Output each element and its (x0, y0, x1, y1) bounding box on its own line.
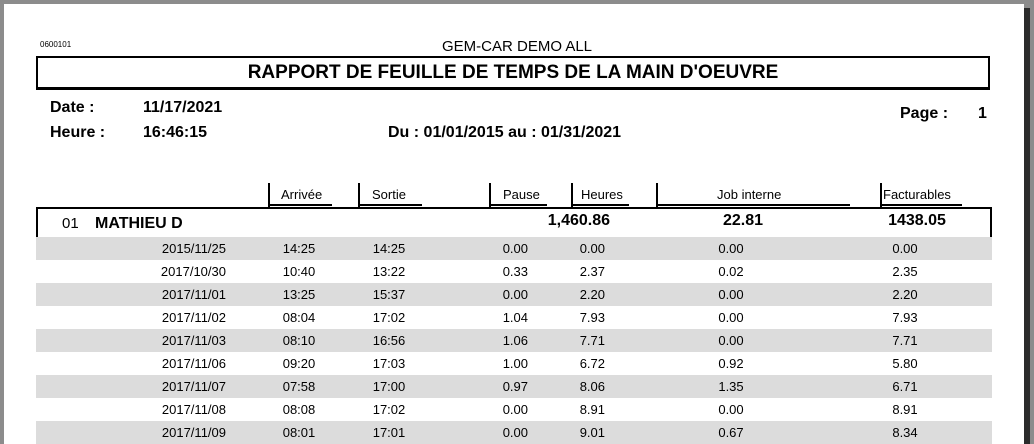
cell-facturables: 8.91 (892, 402, 918, 417)
cell-pause: 0.33 (502, 264, 528, 279)
table-row (36, 283, 992, 306)
cell-date: 2017/11/01 (161, 287, 226, 302)
cell-arrivee: 10:40 (282, 264, 316, 279)
employee-name: MATHIEU D (95, 215, 183, 232)
cell-facturables: 7.71 (892, 333, 918, 348)
cell-sortie: 14:25 (372, 241, 406, 256)
employee-number: 01 (62, 215, 79, 232)
cell-job-interne: 0.02 (718, 264, 744, 279)
cell-sortie: 16:56 (372, 333, 406, 348)
cell-pause: 0.00 (502, 402, 528, 417)
col-header-pause: Pause (489, 187, 547, 202)
cell-job-interne: 0.92 (718, 356, 744, 371)
col-header-job-interne: Job interne (656, 187, 850, 202)
date-value: 11/17/2021 (143, 99, 223, 116)
table-row (36, 421, 992, 444)
cell-date: 2017/11/07 (161, 379, 226, 394)
cell-heures: 9.01 (579, 425, 605, 440)
cell-date: 2017/11/06 (161, 356, 226, 371)
employee-total-heures: 1,460.86 (547, 212, 610, 229)
cell-heures: 7.71 (579, 333, 605, 348)
cell-job-interne: 0.00 (718, 310, 744, 325)
cell-sortie: 17:03 (372, 356, 406, 371)
table-row (36, 306, 992, 329)
cell-date: 2017/11/03 (161, 333, 226, 348)
date-label: Date : (50, 99, 95, 116)
cell-date: 2015/11/25 (161, 241, 226, 256)
cell-pause: 0.00 (502, 425, 528, 440)
company-name: GEM-CAR DEMO ALL (441, 38, 593, 55)
table-row (36, 329, 992, 352)
cell-heures: 8.91 (579, 402, 605, 417)
cell-pause: 1.00 (502, 356, 528, 371)
cell-job-interne: 0.00 (718, 402, 744, 417)
employee-total-facturables: 1438.05 (888, 212, 946, 229)
cell-sortie: 17:02 (372, 402, 406, 417)
cell-job-interne: 0.00 (718, 241, 744, 256)
cell-arrivee: 13:25 (282, 287, 316, 302)
report-title-box (36, 56, 990, 90)
time-label: Heure : (50, 124, 106, 141)
cell-heures: 6.72 (579, 356, 605, 371)
employee-total-job-interne: 22.81 (722, 212, 764, 229)
cell-sortie: 17:01 (372, 425, 406, 440)
cell-job-interne: 1.35 (718, 379, 744, 394)
page-number: 1 (978, 105, 987, 122)
cell-sortie: 15:37 (372, 287, 406, 302)
cell-sortie: 17:00 (372, 379, 406, 394)
cell-heures: 7.93 (579, 310, 605, 325)
cell-date: 2017/11/09 (161, 425, 226, 440)
table-row (36, 260, 992, 283)
cell-arrivee: 08:08 (282, 402, 316, 417)
period-range: Du : 01/01/2015 au : 01/31/2021 (388, 124, 622, 141)
cell-facturables: 2.20 (892, 287, 918, 302)
cell-arrivee: 07:58 (282, 379, 316, 394)
cell-heures: 2.20 (579, 287, 605, 302)
cell-pause: 0.00 (502, 241, 528, 256)
cell-pause: 1.04 (502, 310, 528, 325)
cell-arrivee: 09:20 (282, 356, 316, 371)
cell-job-interne: 0.00 (718, 333, 744, 348)
table-row (36, 375, 992, 398)
cell-pause: 1.06 (502, 333, 528, 348)
employee-group-header (36, 207, 992, 239)
report-code: 0600101 (40, 40, 72, 49)
page-shadow (1024, 8, 1030, 444)
cell-sortie: 13:22 (372, 264, 406, 279)
cell-facturables: 6.71 (892, 379, 918, 394)
cell-arrivee: 08:01 (282, 425, 316, 440)
cell-pause: 0.00 (502, 287, 528, 302)
report-title: RAPPORT DE FEUILLE DE TEMPS DE LA MAIN D'OEUVRE (247, 62, 779, 83)
cell-facturables: 7.93 (892, 310, 918, 325)
cell-date: 2017/11/08 (161, 402, 226, 417)
cell-arrivee: 14:25 (282, 241, 316, 256)
table-row (36, 237, 992, 260)
page-label: Page : (900, 105, 949, 122)
cell-job-interne: 0.67 (718, 425, 744, 440)
cell-job-interne: 0.00 (718, 287, 744, 302)
cell-facturables: 8.34 (892, 425, 918, 440)
cell-facturables: 0.00 (892, 241, 918, 256)
cell-pause: 0.97 (502, 379, 528, 394)
cell-facturables: 2.35 (892, 264, 918, 279)
col-header-facturables: Facturables (880, 187, 962, 202)
table-row (36, 352, 992, 375)
table-row (36, 398, 992, 421)
cell-heures: 8.06 (579, 379, 605, 394)
cell-sortie: 17:02 (372, 310, 406, 325)
cell-date: 2017/11/02 (161, 310, 226, 325)
cell-heures: 0.00 (579, 241, 605, 256)
cell-facturables: 5.80 (892, 356, 918, 371)
time-value: 16:46:15 (143, 124, 208, 141)
col-header-arrivee: Arrivée (268, 187, 332, 202)
cell-arrivee: 08:04 (282, 310, 316, 325)
cell-heures: 2.37 (579, 264, 605, 279)
col-header-heures: Heures (571, 187, 629, 202)
cell-date: 2017/10/30 (160, 264, 226, 279)
col-header-sortie: Sortie (358, 187, 422, 202)
cell-arrivee: 08:10 (282, 333, 316, 348)
